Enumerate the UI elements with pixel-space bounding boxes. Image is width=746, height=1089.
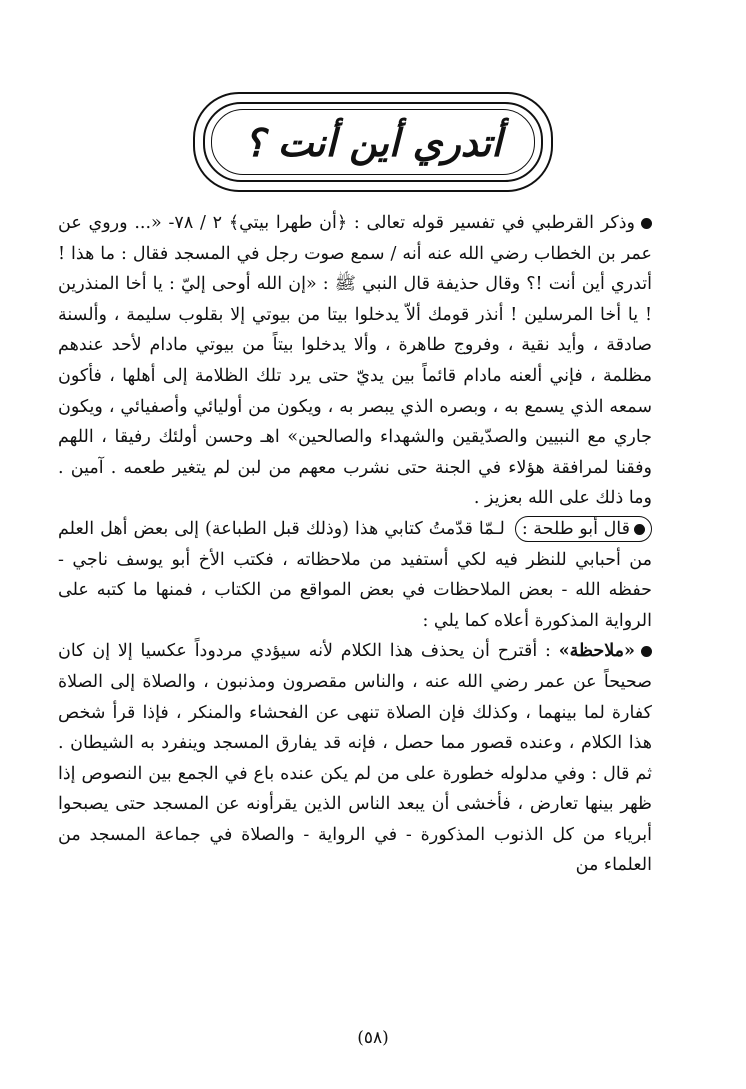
paragraph-3 bbox=[58, 636, 652, 881]
paragraph-3-text: : أقترح أن يحذف هذا الكلام لأنه سيؤدي مردوداً عكسيا إلا إن كان صحيحاً عن عمر رضي الله عنه ، والناس مقصرون ومذنبون ، والصلاة إلى الصلاة كفارة لما بينهما ، وكذلك فإن الصلاة تنهى عن الفحشاء والمنكر ، فإذا قرأ شخص هذا الكلام ، وعنده قصور مما حصل ، فإنه قد يفارق المسجد وينفرد به الشيطان . ثم قال : وفي مدلوله خطورة على من لم يكن عنده باع في الجمع بين النصوص إذا ظهر بينها تعارض ، فأخشى أن يبعد الناس الذين يقرأونه عن المسجد حتى يصبحوا أبرياء من كل الذنوب المذكورة - في الرواية - والصلاة في جماعة المسجد من العلماء من bbox=[58, 641, 652, 876]
speaker-label-box bbox=[515, 516, 652, 542]
chapter-title: أتدري أين أنت ؟ bbox=[244, 120, 502, 165]
page-number: (٥٨) bbox=[357, 1028, 389, 1048]
speaker-label: قال أبو طلحة : bbox=[521, 518, 630, 539]
paragraph-1-text: وذكر القرطبي في تفسير قوله تعالى : ﴿أن طهرا بيتي﴾ ٢ / ٧٨- «... وروي عن عمر بن الخطاب رضي الله عنه أنه / سمع صوت رجل في المسجد فقال : ما هذا ! أتدري أين أنت !؟ وقال حذيفة قال النبي ﷺ : «إن الله أوحى إليّ : يا أخا المنذرين ! يا أخا المرسلين ! أنذر قومك ألاّ يدخلوا بيتا من بيوتي إلا بقلوب سليمة ، وألسنة صادقة ، وأيد نقية ، وفروج طاهرة ، وألا يدخلوا بيتاً من بيوتي مادام لأحد عندهم مظلمة ، فإني ألعنه مادام قائماً بين يديّ حتى يرد تلك الظلامة إلى أهلها ، فأكون سمعه الذي يسمع به ، وبصره الذي يبصر به ، ويكون من أوليائي وأصفيائي ، ويكون جاري مع النبيين والصدّيقين والشهداء والصالحين» اهـ وحسن أولئك رفيقا ، اللهم وفقنا لمرافقة هؤلاء في الجنة حتى نشرب معهم من لبن لم يتغير طعمه . آمين . وما ذلك على الله بعزيز . bbox=[58, 213, 652, 509]
paragraph-2-text: لـمّا قدّمتُ كتابي هذا (وذلك قبل الطباعة) إلى بعض أهل العلم من أحبابي للنظر فيه لكي أستفيد من ملاحظاته ، فكتب الأخ أبو يوسف ناجي - حفظه الله - بعض الملاحظات في بعض المواقع من الكتاب ، فمنها ما كتبه على الرواية المذكورة أعلاه كما يلي : bbox=[58, 518, 652, 631]
bullet-icon bbox=[641, 646, 652, 657]
note-label: «ملاحظة» bbox=[558, 641, 635, 662]
title-frame bbox=[193, 92, 553, 192]
paragraph-2 bbox=[58, 514, 652, 636]
bullet-icon bbox=[641, 218, 652, 229]
body-text bbox=[58, 208, 652, 881]
paragraph-1 bbox=[58, 208, 652, 514]
bullet-icon bbox=[634, 524, 645, 535]
